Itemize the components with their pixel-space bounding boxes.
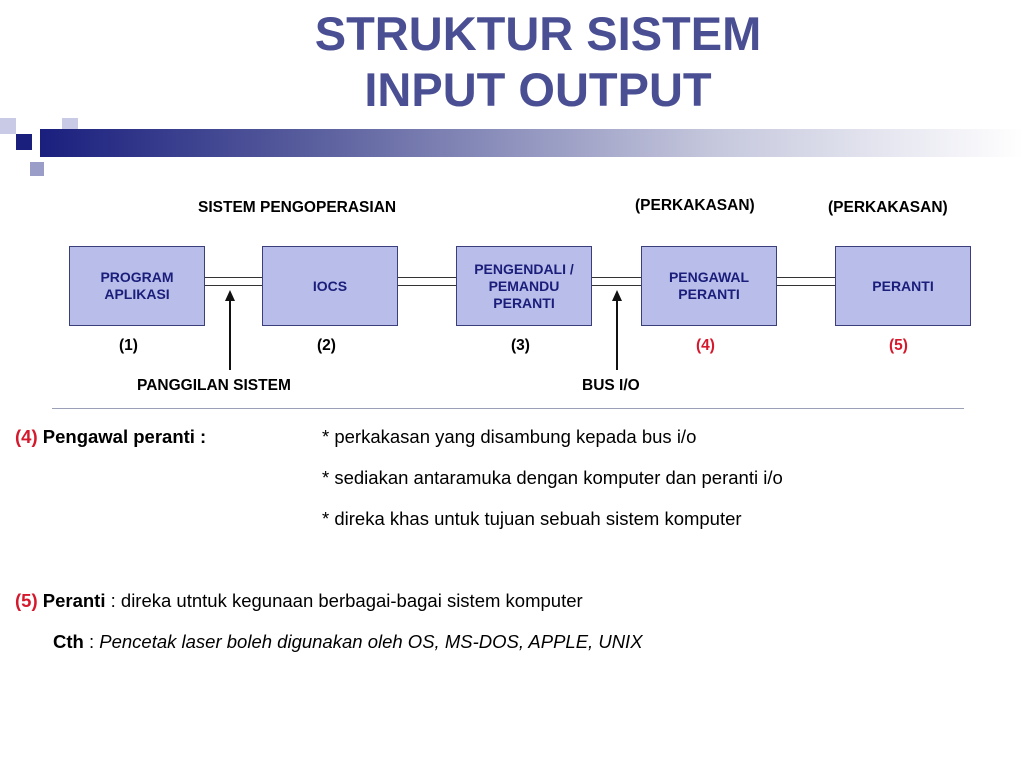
- label-bus-io: BUS I/O: [582, 377, 640, 394]
- item4-bullet-2: * sediakan antaramuka dengan komputer dan peranti i/o: [322, 467, 783, 488]
- item4-number: (4): [15, 426, 38, 447]
- box-pengawal-peranti: PENGAWAL PERANTI: [641, 246, 777, 326]
- connector: [205, 277, 263, 286]
- box-number-3: (3): [511, 337, 530, 354]
- connector: [398, 277, 456, 286]
- box-number-4: (4): [696, 337, 715, 354]
- deco-square: [16, 134, 32, 150]
- item4-term: Pengawal peranti :: [42, 426, 207, 447]
- example-label: Cth: [53, 631, 84, 652]
- label-perkakasan-1: (PERKAKASAN): [635, 197, 755, 214]
- item5-definition: : direka utntuk kegunaan berbagai-bagai sistem komputer: [105, 590, 583, 611]
- page-title: [0, 6, 1024, 118]
- box-number-5: (5): [889, 337, 908, 354]
- box-iocs: IOCS: [262, 246, 398, 326]
- divider: [52, 408, 964, 409]
- box-number-2: (2): [317, 337, 336, 354]
- item5-number: (5): [15, 590, 38, 611]
- box-number-1: (1): [119, 337, 138, 354]
- box-pengendali-peranti: PENGENDALI / PEMANDU PERANTI: [456, 246, 592, 326]
- header-gradient-bar: [40, 129, 1024, 157]
- title-line-2: INPUT OUTPUT: [364, 63, 712, 116]
- item4-bullet-3: * direka khas untuk tujuan sebuah sistem komputer: [322, 508, 742, 529]
- example-text: Pencetak laser boleh digunakan oleh OS, MS-DOS, APPLE, UNIX: [99, 631, 643, 652]
- arrow-shaft: [616, 300, 618, 370]
- deco-square: [0, 118, 16, 134]
- title-line-1: STRUKTUR SISTEM: [314, 7, 762, 60]
- example-separator: :: [83, 631, 100, 652]
- item4-bullet-1: * perkakasan yang disambung kepada bus i/o: [322, 426, 697, 447]
- connector: [592, 277, 641, 286]
- box-peranti: PERANTI: [835, 246, 971, 326]
- example-line: [53, 631, 643, 653]
- label-panggilan-sistem: PANGGILAN SISTEM: [137, 377, 291, 394]
- deco-square: [30, 162, 44, 176]
- box-program-aplikasi: PROGRAM APLIKASI: [69, 246, 205, 326]
- item5-term: Peranti: [42, 590, 106, 611]
- item4-heading: [15, 426, 206, 448]
- connector: [776, 277, 835, 286]
- arrow-shaft: [229, 300, 231, 370]
- label-sistem-pengoperasian: SISTEM PENGOPERASIAN: [198, 199, 397, 216]
- item5-line: [15, 590, 583, 612]
- label-perkakasan-2: (PERKAKASAN): [828, 199, 948, 216]
